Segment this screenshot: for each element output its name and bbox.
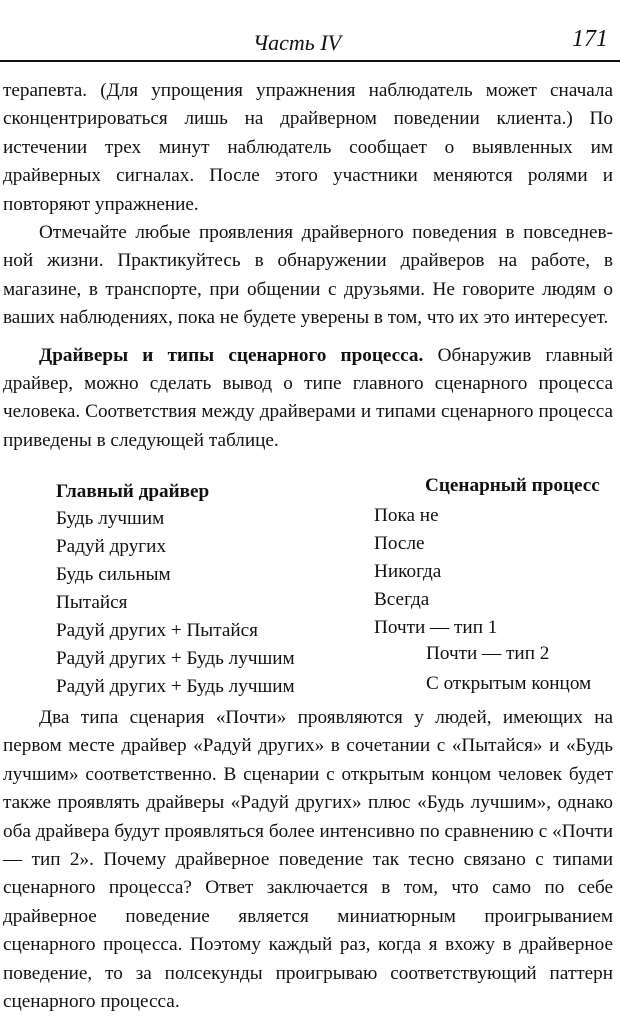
text-line: о ваших наблюдениях, пока не будете уверены в том, что их это: [3, 278, 613, 329]
text-line: сконцентрироваться лишь на драйверном поведении клиента.) По: [3, 108, 613, 130]
text-line: терапевта. (Для упрощения упражнения наблюдатель может сначала: [3, 80, 613, 101]
table-cell-process: Пока не: [374, 505, 439, 526]
running-head-title: Часть IV: [253, 30, 342, 55]
paragraph-almost-types: [3, 704, 613, 1016]
table-cell-driver: Пытайся: [56, 592, 128, 613]
table-header-driver: Главный драйвер: [56, 481, 210, 502]
table-cell-driver: Будь сильным: [56, 564, 171, 585]
page-header: [0, 26, 620, 60]
paragraph-everyday: [3, 219, 613, 333]
text-line: драйвер, можно сделать вывод о типе главного сценарного процесса: [3, 373, 613, 395]
table-cell-process: Почти — тип 1: [374, 617, 498, 638]
table-cell-process: После: [374, 533, 425, 554]
table-cell-driver: Радуй других + Будь лучшим: [56, 648, 295, 669]
text-line: Два типа сценария «Почти» проявляются у людей, имеющих на: [39, 707, 613, 728]
text-line: с «Почти — тип 2». Почему драйверное поведение так тесно связано: [3, 820, 614, 871]
table-cell-process: Почти — тип 2: [426, 643, 550, 664]
text-line: интересует.: [514, 307, 609, 329]
text-line: сценарного процесса.: [3, 991, 180, 1013]
text-line: однако оба драйвера будут проявляться более интенсивно по сравнению: [3, 792, 614, 842]
text-line: первом месте драйвер «Радуй других» в сочетании с «Пытайся» и «Будь: [3, 735, 613, 757]
drivers-process-table: [0, 475, 620, 703]
text-line: также проявлять драйверы «Радуй других» плюс «Будь лучшим»,: [3, 792, 552, 814]
header-rule: [0, 60, 620, 62]
table-cell-driver: Будь лучшим: [56, 508, 165, 529]
text-line: с типами сценарного процесса? Ответ заключается в том, что само по: [3, 849, 613, 899]
table-cell-process: Всегда: [374, 589, 430, 610]
table-cell-driver: Радуй других + Пытайся: [56, 620, 258, 641]
text-line: Обнаружив главный: [423, 344, 613, 366]
body-text-bottom: [3, 704, 613, 1016]
table-cell-driver: Радуй других: [56, 536, 167, 557]
text-line: драйверных сигналах. После этого участники меняются ролями и: [3, 165, 613, 187]
text-line: человека. Соответствия между драйверами и типами сценарного процесса: [3, 401, 613, 423]
text-line: истечении трех минут наблюдатель сообщает о выявленных им: [3, 136, 613, 158]
table-header-process: Сценарный процесс: [425, 475, 600, 496]
text-line: магазине, в транспорте, при общении с друзьями. Не говорите людям: [3, 278, 596, 300]
text-line: Отмечайте любые проявления драйверного поведения в повседнев-: [39, 222, 613, 244]
text-line: ной жизни. Практикуйтесь в обнаружении драйверов на работе, в: [3, 250, 613, 272]
text-line: лучшим» соответственно. В сценарии с открытым концом человек будет: [3, 763, 613, 785]
text-line: повторяют упражнение.: [3, 193, 199, 215]
section-lead-heading: Драйверы и типы сценарного процесса.: [39, 344, 424, 366]
body-text-top: [3, 77, 613, 455]
text-line: сценарного процесса. Поэтому каждый раз, когда я вхожу в драйверное: [3, 934, 613, 956]
table-cell-process: С открытым концом: [426, 673, 592, 694]
paragraph-exercise: [3, 77, 613, 219]
text-line: себе драйверное поведение является миниатюрным проигрыванием: [3, 877, 613, 927]
page-number: 171: [572, 26, 608, 52]
table-cell-driver: Радуй других + Будь лучшим: [56, 676, 295, 697]
text-line: поведение, то за полсекунды проигрываю соответствующий паттерн: [3, 962, 613, 984]
table-cell-process: Никогда: [374, 561, 442, 582]
text-line: приведены в следующей таблице.: [3, 429, 279, 451]
paragraph-drivers-types: [3, 342, 613, 456]
